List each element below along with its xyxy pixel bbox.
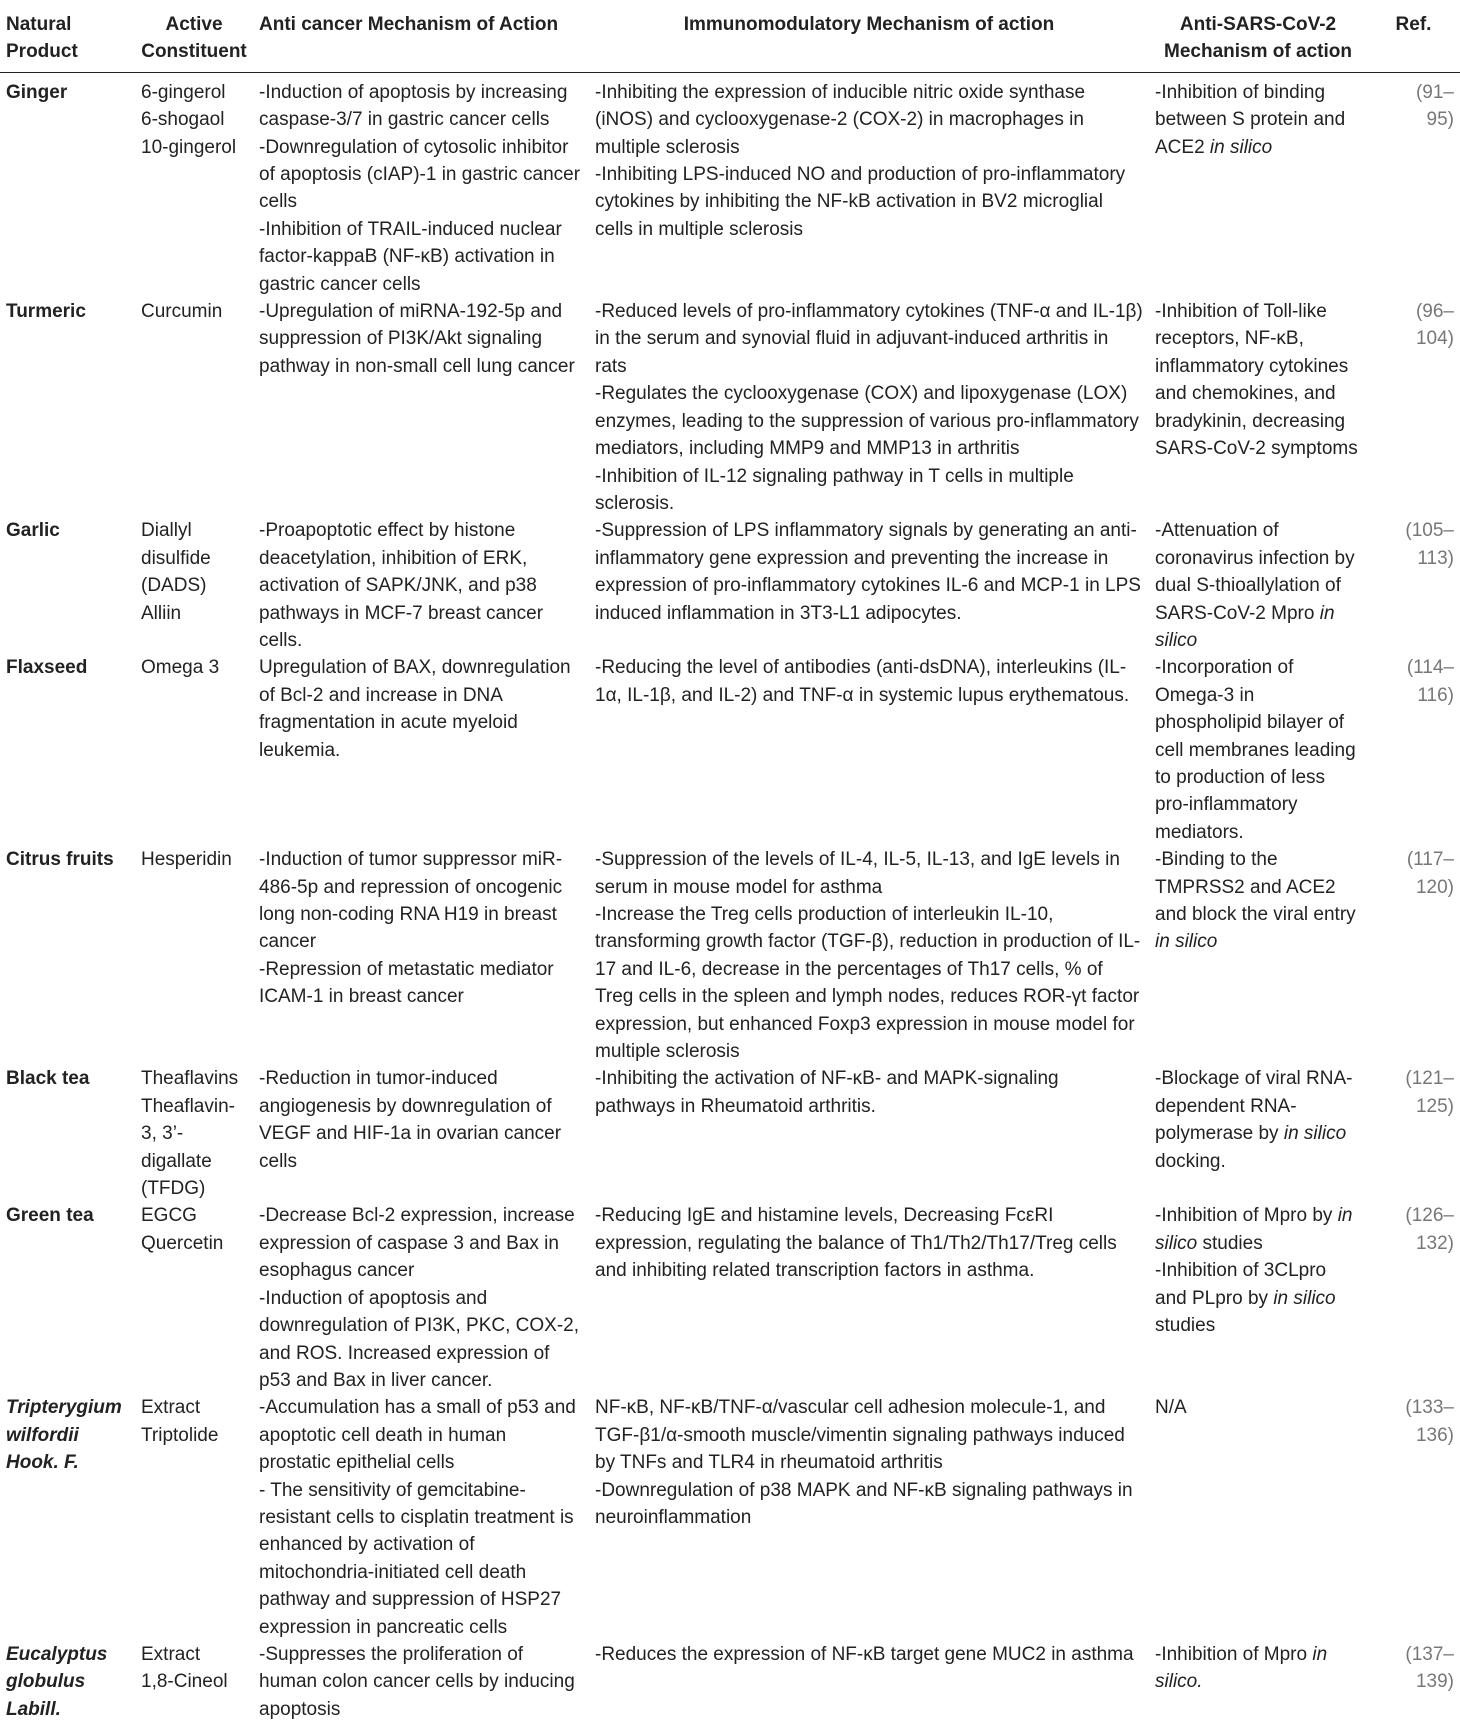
cell-active-constituent [135, 72, 253, 298]
cell-active-constituent-line: EGCG [141, 1205, 197, 1227]
table-body [0, 72, 1460, 1723]
cell-anti-sars-cov-2-mechanism [1149, 72, 1367, 298]
sars-line [1155, 1257, 1361, 1339]
cell-active-constituent-line: Extract [141, 1397, 201, 1419]
sars-text: -Blockage of viral RNA-dependent RNA-polymerase by [1155, 1068, 1353, 1145]
cell-immunomodulatory-mechanism [589, 1641, 1149, 1723]
table-row [0, 846, 1460, 1065]
cell-immunomodulatory-mechanism [589, 1202, 1149, 1394]
cell-active-constituent-line: Quercetin [141, 1232, 224, 1254]
cell-active-constituent [135, 1202, 253, 1394]
sars-italic-text: in silico [1155, 1205, 1353, 1254]
cell-active-constituent-line: 6-gingerol [141, 81, 226, 103]
sars-text: -Inhibition of Mpro by [1155, 1205, 1338, 1227]
cell-anticancer-mechanism [253, 298, 589, 517]
cell-anticancer-mechanism-line: Upregulation of BAX, downregulation of Bcl-2 and increase in DNA fragmentation in acute myeloid leukemia. [259, 657, 571, 761]
cell-active-constituent [135, 654, 253, 846]
sars-line [1155, 846, 1361, 956]
cell-anticancer-mechanism-line: -Repression of metastatic mediator ICAM-1 in breast cancer [259, 958, 554, 1008]
cell-natural-product: Garlic [6, 520, 60, 542]
cell-anti-sars-cov-2-mechanism [1149, 298, 1367, 517]
cell-anticancer-mechanism [253, 1641, 589, 1723]
header-immunomodulatory-mechanism: Immunomodulatory Mechanism of action [589, 0, 1149, 72]
sars-italic-text: in silico [1209, 136, 1273, 158]
cell-anticancer-mechanism-line: -Inhibition of TRAIL-induced nuclear factor-kappaB (NF-κB) activation in gastric cancer cells [259, 218, 562, 295]
sars-text: -Inhibition of binding between S protein and ACE2 [1155, 81, 1346, 158]
cell-natural-product: Ginger [6, 81, 68, 103]
sars-text: -Inhibition of Toll-like receptors, NF-κB, inflammatory cytokines and chemokines, and bradykinin, decreasing SARS-CoV-2 symptoms [1155, 301, 1358, 460]
cell-ref [1367, 1202, 1460, 1394]
cell-anticancer-mechanism [253, 72, 589, 298]
cell-immunomodulatory-mechanism-line: -Reduced levels of pro-inflammatory cytokines (TNF-α and IL-1β) in the serum and synovial fluid in adjuvant-induced arthritis in rats [595, 301, 1143, 377]
cell-anticancer-mechanism-line: -Proapoptotic effect by histone deacetylation, inhibition of ERK, activation of SAPK/JNK, and p38 pathways in MCF-7 breast cancer cells. [259, 520, 544, 651]
cell-ref [1367, 1065, 1460, 1202]
header-row [0, 0, 1460, 72]
ref-text: (96– 104) [1415, 301, 1454, 350]
product-name: Tripterygium wilfordii Hook. F. [6, 1397, 122, 1474]
cell-anticancer-mechanism-line: -Suppresses the proliferation of human colon cancer cells by inducing apoptosis [259, 1643, 575, 1720]
sars-text: -Binding to the TMPRSS2 and ACE2 and block the viral entry [1155, 849, 1356, 925]
cell-anticancer-mechanism [253, 1394, 589, 1641]
cell-immunomodulatory-mechanism-line: -Suppression of the levels of IL-4, IL-5, IL-13, and IgE levels in serum in mouse model for asthma [595, 849, 1120, 898]
cell-immunomodulatory-mechanism [589, 72, 1149, 298]
sars-italic-text: in silico [1155, 602, 1335, 651]
cell-immunomodulatory-mechanism [589, 1065, 1149, 1202]
table-row [0, 517, 1460, 654]
cell-immunomodulatory-mechanism-line: -Inhibiting the expression of inducible nitric oxide synthase (iNOS) and cyclooxygenase-2 (COX-2) in macrophages in multiple sclerosis [595, 81, 1086, 158]
ref-text: (114– 116) [1406, 657, 1454, 706]
cell-anticancer-mechanism-line: -Induction of apoptosis and downregulation of PI3K, PKC, COX-2, and ROS. Increased expression of p53 and Bax in liver cancer. [259, 1287, 579, 1391]
cell-anticancer-mechanism [253, 1202, 589, 1394]
cell-anticancer-mechanism-line: -Induction of tumor suppressor miR-486-5p and repression of oncogenic long non-coding RNA H19 in breast cancer [259, 849, 563, 953]
sars-line [1155, 654, 1361, 846]
cell-immunomodulatory-mechanism [589, 654, 1149, 846]
cell-immunomodulatory-mechanism-line: -Suppression of LPS inflammatory signals by generating an anti-inflammatory gene expression and preventing the increase in expression of pro-inflammatory cytokines IL-6 and MCP-1 in LPS induced inflammation in 3T3-L1 adipocytes. [595, 520, 1141, 624]
product-name: Eucalyptus globulus Labill. [6, 1643, 108, 1720]
cell-active-constituent [135, 1641, 253, 1723]
cell-active-constituent-line: Diallyl disulfide (DADS) [141, 520, 211, 597]
table-row [0, 1202, 1460, 1394]
ref-text: (105– 113) [1405, 520, 1454, 569]
cell-anti-sars-cov-2-mechanism [1149, 1202, 1367, 1394]
cell-active-constituent [135, 846, 253, 1065]
cell-active-constituent-line: 6-shogaol [141, 109, 225, 131]
cell-anticancer-mechanism-line: -Downregulation of cytosolic inhibitor of apoptosis (cIAP)-1 in gastric cancer cells [259, 136, 581, 213]
cell-natural-product: Flaxseed [6, 657, 88, 679]
cell-active-constituent [135, 517, 253, 654]
cell-ref [1367, 517, 1460, 654]
cell-anti-sars-cov-2-mechanism [1149, 1641, 1367, 1723]
cell-active-constituent-line: Extract [141, 1643, 201, 1665]
cell-natural-product: Green tea [6, 1205, 94, 1227]
sars-text: N/A [1155, 1397, 1187, 1419]
header-natural-product: Natural Product [0, 0, 135, 72]
sars-text: -Inhibition of 3CLpro and PLpro by [1155, 1260, 1327, 1309]
table-row [0, 1394, 1460, 1641]
cell-natural-product: Turmeric [6, 301, 86, 323]
cell-ref [1367, 846, 1460, 1065]
cell-anticancer-mechanism [253, 654, 589, 846]
cell-anti-sars-cov-2-mechanism [1149, 654, 1367, 846]
cell-natural-product [0, 1641, 135, 1723]
cell-ref [1367, 72, 1460, 298]
cell-immunomodulatory-mechanism-line: -Downregulation of p38 MAPK and NF-κB signaling pathways in neuroinflammation [595, 1479, 1133, 1528]
table-row [0, 1065, 1460, 1202]
sars-line [1155, 517, 1361, 654]
cell-immunomodulatory-mechanism-line: -Reducing the level of antibodies (anti-dsDNA), interleukins (IL-1α, IL-1β, and IL-2) and TNF-α in systemic lupus erythematous. [595, 657, 1130, 706]
cell-immunomodulatory-mechanism [589, 846, 1149, 1065]
cell-natural-product [0, 1394, 135, 1641]
sars-line [1155, 1641, 1361, 1696]
cell-active-constituent-line: Omega 3 [141, 657, 220, 679]
cell-anticancer-mechanism-line: -Reduction in tumor-induced angiogenesis by downregulation of VEGF and HIF-1a in ovarian cancer cells [259, 1068, 562, 1172]
sars-italic-text: in silico [1273, 1287, 1336, 1309]
ref-text: (126– 132) [1405, 1205, 1454, 1254]
sars-text: studies [1155, 1315, 1216, 1337]
cell-immunomodulatory-mechanism-line: -Regulates the cyclooxygenase (COX) and lipoxygenase (LOX) enzymes, leading to the suppression of various pro-inflammatory mediators, including MMP9 and MMP13 in arthritis [595, 383, 1139, 460]
cell-immunomodulatory-mechanism [589, 1394, 1149, 1641]
cell-natural-product: Black tea [6, 1068, 90, 1090]
cell-active-constituent-line: Triptolide [141, 1424, 219, 1446]
cell-ref [1367, 654, 1460, 846]
cell-anticancer-mechanism-line: -Induction of apoptosis by increasing caspase-3/7 in gastric cancer cells [259, 81, 568, 131]
sars-line [1155, 298, 1361, 462]
sars-text: -Attenuation of coronavirus infection by dual S-thioallylation of SARS-CoV-2 Mpro [1155, 520, 1355, 624]
ref-text: (117– 120) [1406, 849, 1454, 898]
cell-anticancer-mechanism [253, 846, 589, 1065]
sars-line [1155, 1065, 1361, 1175]
ref-text: (91– 95) [1415, 81, 1454, 131]
header-anti-sars-cov-2-mechanism: Anti-SARS-CoV-2 Mechanism of action [1149, 0, 1367, 72]
sars-italic-text: in silico [1155, 931, 1218, 953]
cell-active-constituent-line: 1,8-Cineol [141, 1671, 228, 1693]
cell-immunomodulatory-mechanism-line: -Increase the Treg cells production of interleukin IL-10, transforming growth factor (TGF-β), reduction in production of IL-17 and IL-6, decrease in the percentages of Th17 cells, % of Treg cells in the spleen and lymph nodes, reduces ROR-γt factor expression, but enhanced Foxp3 expression in mouse model for multiple sclerosis [595, 904, 1141, 1063]
cell-anticancer-mechanism [253, 1065, 589, 1202]
cell-immunomodulatory-mechanism [589, 517, 1149, 654]
cell-ref [1367, 298, 1460, 517]
table-row [0, 1641, 1460, 1723]
ref-text: (133– 136) [1405, 1397, 1454, 1446]
ref-text: (121– 125) [1405, 1068, 1454, 1117]
cell-anticancer-mechanism-line: -Accumulation has a small of p53 and apoptotic cell death in human prostatic epithelial cells [259, 1397, 576, 1474]
sars-text: studies [1197, 1232, 1263, 1254]
table-row [0, 298, 1460, 517]
cell-anti-sars-cov-2-mechanism [1149, 1065, 1367, 1202]
cell-anti-sars-cov-2-mechanism [1149, 1394, 1367, 1641]
cell-immunomodulatory-mechanism-line: -Inhibition of IL-12 signaling pathway in T cells in multiple sclerosis. [595, 465, 1074, 514]
cell-active-constituent-line: Curcumin [141, 301, 223, 323]
cell-ref [1367, 1641, 1460, 1723]
cell-active-constituent-line: Theaflavin-3, 3’-digallate (TFDG) [141, 1095, 235, 1200]
sars-line [1155, 79, 1361, 161]
cell-active-constituent [135, 298, 253, 517]
sars-italic-text: in silico [1283, 1123, 1347, 1145]
sars-line [1155, 1394, 1361, 1421]
cell-immunomodulatory-mechanism [589, 298, 1149, 517]
header-active-constituent: Active Constituent [135, 0, 253, 72]
cell-active-constituent [135, 1065, 253, 1202]
cell-anticancer-mechanism-line: -Upregulation of miRNA-192-5p and suppression of PI3K/Akt signaling pathway in non-small cell lung cancer [259, 301, 575, 377]
cell-anticancer-mechanism [253, 517, 589, 654]
cell-anticancer-mechanism-line: - The sensitivity of gemcitabine-resistant cells to cisplatin treatment is enhanced by activation of mitochondria-initiated cell death pathway and suppression of HSP27 expression in pancreatic cells [259, 1479, 574, 1638]
cell-immunomodulatory-mechanism-line: -Reducing IgE and histamine levels, Decreasing FcεRI expression, regulating the balance of Th1/Th2/Th17/Treg cells and inhibiting related transcription factors in asthma. [595, 1205, 1117, 1282]
table-row [0, 72, 1460, 298]
cell-active-constituent [135, 1394, 253, 1641]
ref-text: (137– 139) [1405, 1643, 1454, 1693]
sars-text: docking. [1155, 1150, 1226, 1172]
sars-line [1155, 1202, 1361, 1257]
sars-text: -Inhibition of Mpro [1155, 1643, 1313, 1665]
sars-text: -Incorporation of Omega-3 in phospholipid bilayer of cell membranes leading to production of less pro-inflammatory mediators. [1155, 657, 1356, 843]
table-row [0, 654, 1460, 846]
header-anticancer-mechanism: Anti cancer Mechanism of Action [253, 0, 589, 72]
cell-immunomodulatory-mechanism-line: NF-κB, NF-κB/TNF-α/vascular cell adhesion molecule-1, and TGF-β1/α-smooth muscle/vimentin signaling pathways induced by TNFs and TLR4 in rheumatoid arthritis [595, 1397, 1125, 1474]
cell-immunomodulatory-mechanism-line: -Inhibiting the activation of NF-κB- and MAPK-signaling pathways in Rheumatoid arthritis. [595, 1068, 1059, 1117]
header-ref: Ref. [1367, 0, 1460, 72]
cell-ref [1367, 1394, 1460, 1641]
table-header [0, 0, 1460, 72]
cell-anti-sars-cov-2-mechanism [1149, 517, 1367, 654]
cell-natural-product: Citrus fruits [6, 849, 114, 871]
cell-active-constituent-line: Theaflavins [141, 1068, 239, 1090]
sars-italic-text: in silico. [1155, 1643, 1328, 1693]
cell-active-constituent-line: 10-gingerol [141, 136, 237, 158]
cell-immunomodulatory-mechanism-line: -Inhibiting LPS-induced NO and production of pro-inflammatory cytokines by inhibiting the NF-kB activation in BV2 microglial cells in multiple sclerosis [595, 164, 1126, 240]
cell-active-constituent-line: Hesperidin [141, 849, 232, 871]
cell-anti-sars-cov-2-mechanism [1149, 846, 1367, 1065]
cell-immunomodulatory-mechanism-line: -Reduces the expression of NF-κB target gene MUC2 in asthma [595, 1643, 1134, 1665]
cell-anticancer-mechanism-line: -Decrease Bcl-2 expression, increase expression of caspase 3 and Bax in esophagus cancer [259, 1205, 575, 1282]
cell-active-constituent-line: Alliin [141, 602, 182, 624]
